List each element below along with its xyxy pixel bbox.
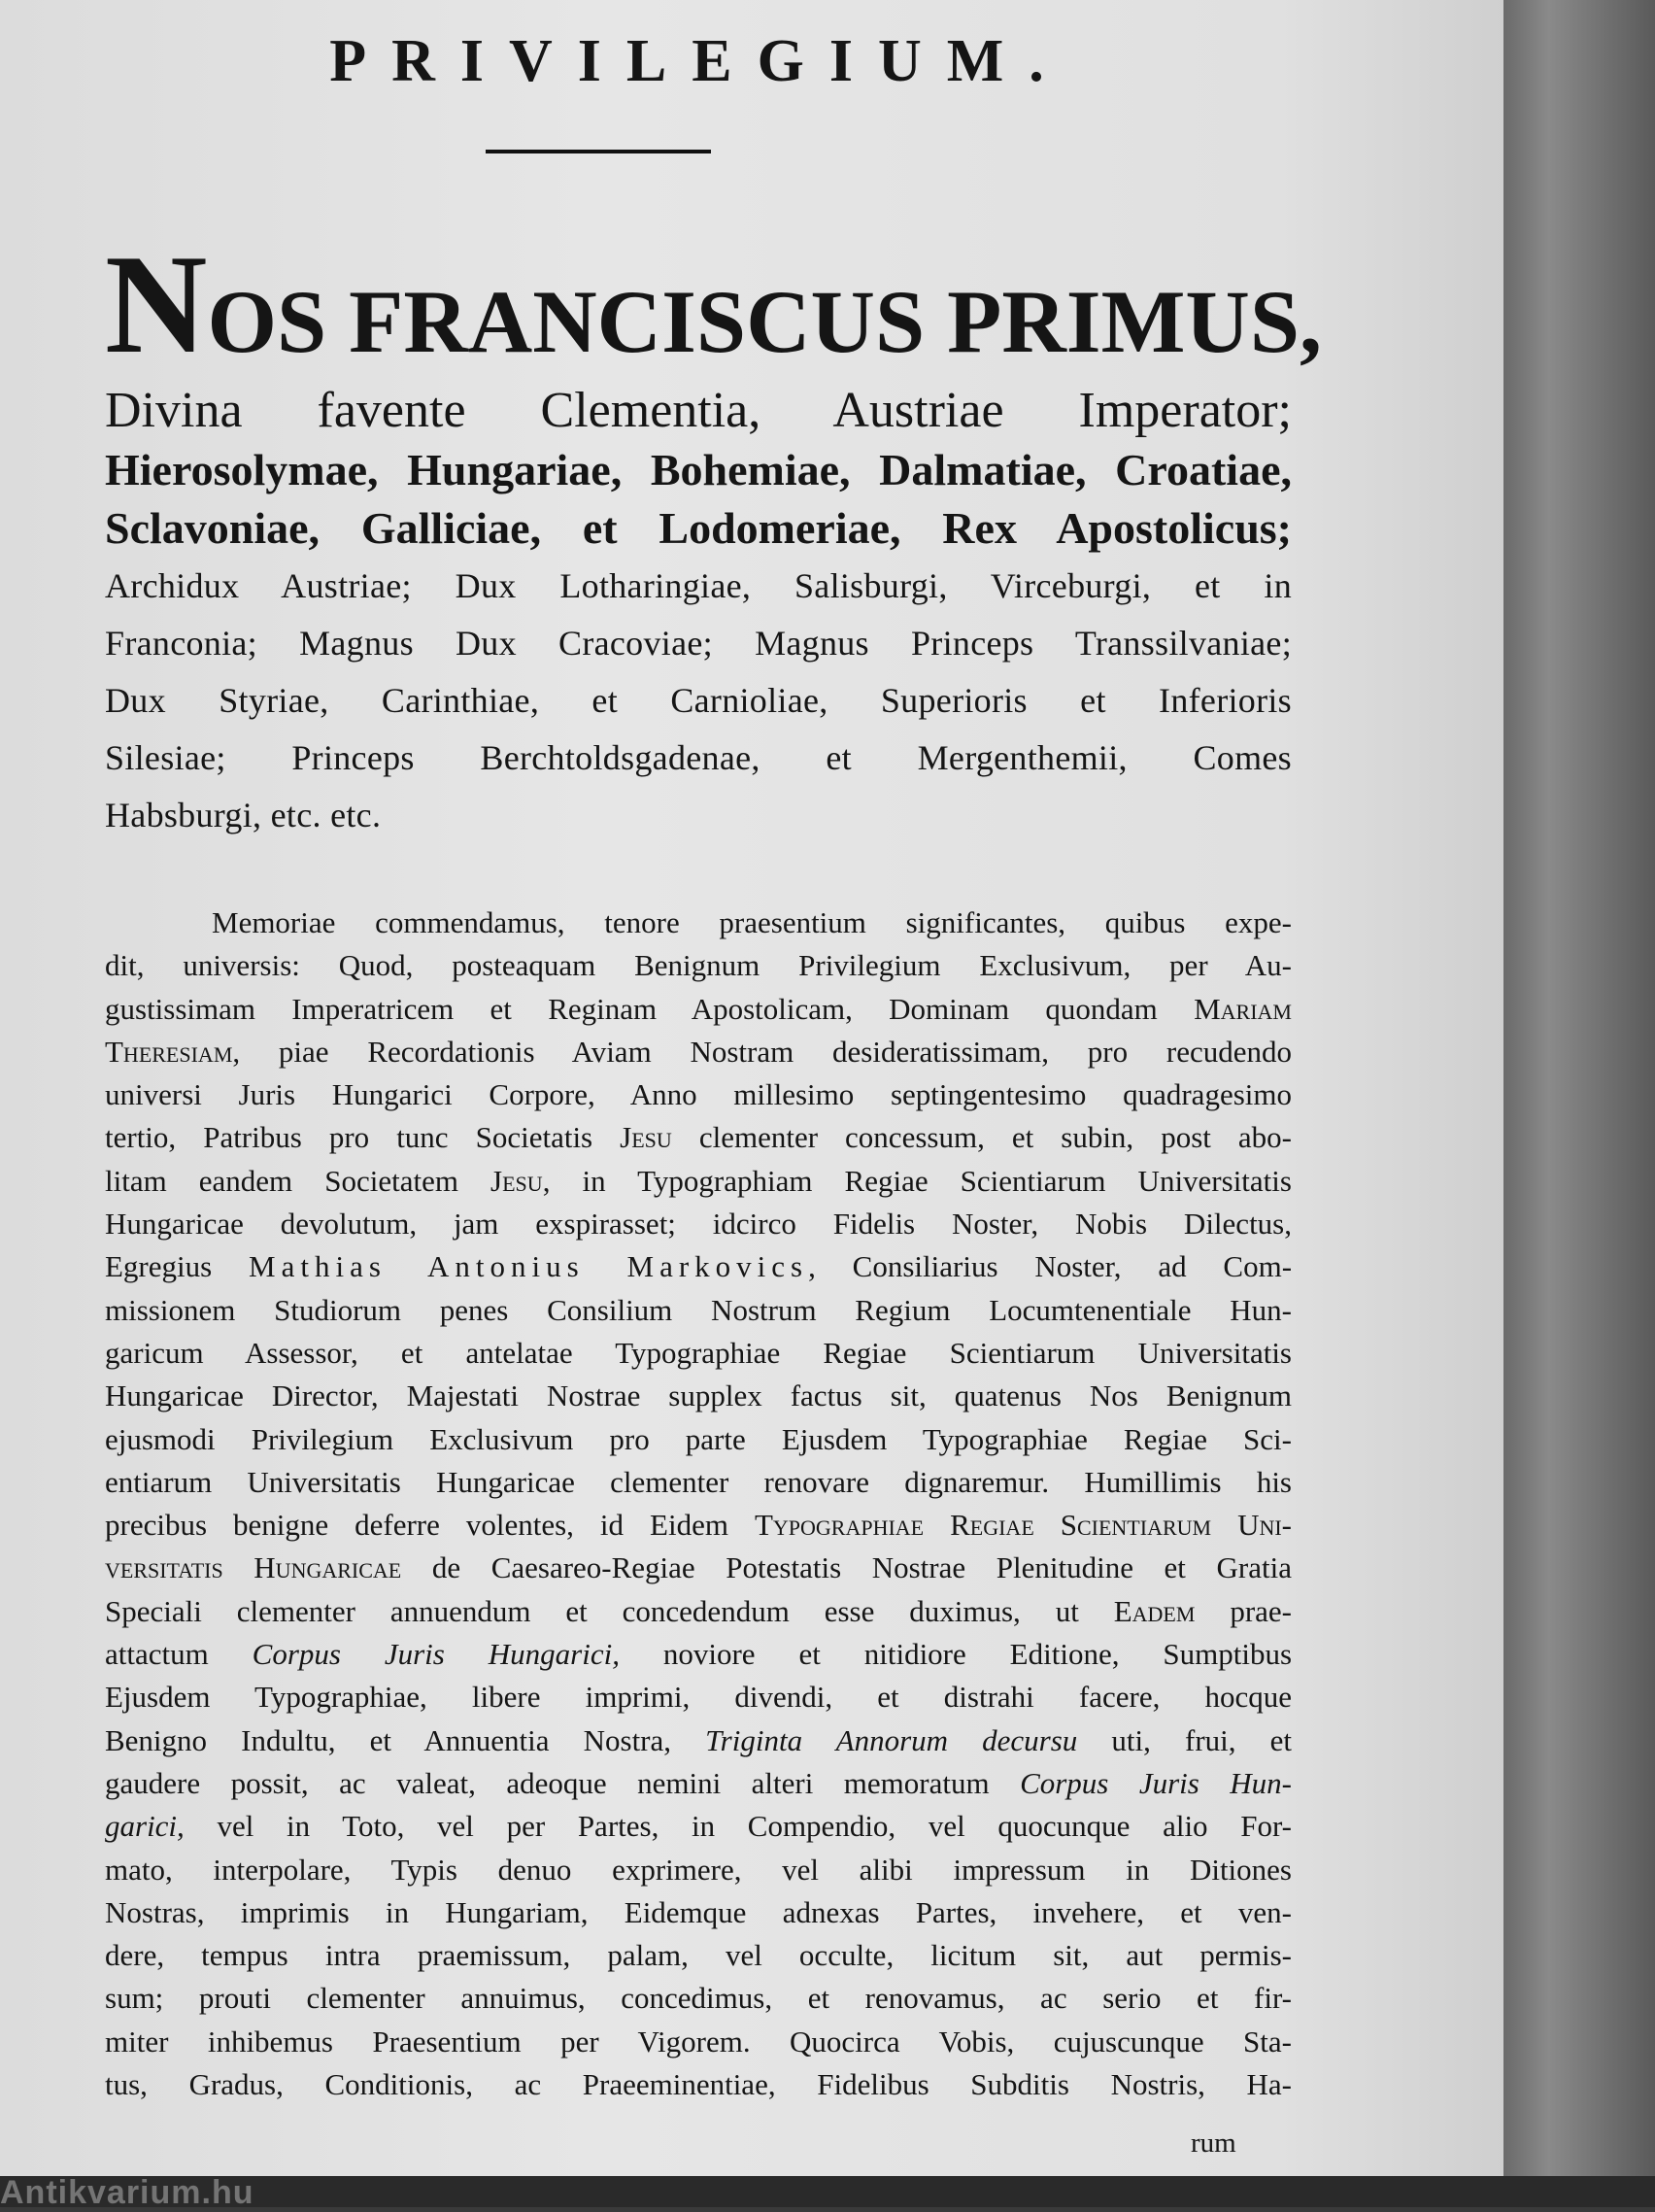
body-line: dit, universis: Quod, posteaquam Benignum Privilegium Exclusivum, per Au-: [105, 948, 1292, 983]
style-line: Dux Styriae, Carinthiae, et Carnioliae, Superioris et Inferioris: [105, 681, 1292, 720]
body-line: versitatis Hungaricae de Caesareo-Regiae Potestatis Nostrae Plenitudine et Gratia: [105, 1550, 1292, 1585]
body-line: precibus benigne deferre volentes, id Eidem Typographiae Regiae Scientiarum Uni-: [105, 1508, 1292, 1543]
body-line: Hungaricae Director, Majestati Nostrae supplex factus sit, quatenus Nos Benignum: [105, 1378, 1292, 1413]
body-line: mato, interpolare, Typis denuo exprimere, vel alibi impressum in Ditiones: [105, 1852, 1292, 1887]
body-line: Egregius Mathias Antonius Markovics, Consiliarius Noster, ad Com-: [105, 1249, 1293, 1284]
body-line: Ejusdem Typographiae, libere imprimi, divendi, et distrahi facere, hocque: [105, 1680, 1292, 1715]
body-line: Theresiam, piae Recordationis Aviam Nostram desideratissimam, pro recudendo: [105, 1034, 1292, 1069]
style-line: Sclavoniae, Galliciae, et Lodomeriae, Rex Apostolicus;: [105, 503, 1292, 553]
style-line: Franconia; Magnus Dux Cracoviae; Magnus Princeps Transsilvaniae;: [105, 624, 1292, 663]
body-line: gustissimam Imperatricem et Reginam Apostolicam, Dominam quondam Mariam: [105, 991, 1292, 1026]
title-initial: N: [105, 225, 208, 383]
decree-body: [105, 902, 1292, 2106]
body-line: attactum Corpus Juris Hungarici, noviore et nitidiore Editione, Sumptibus: [105, 1637, 1293, 1672]
body-line: Memoriae commendamus, tenore praesentium significantes, quibus expe-: [212, 905, 1292, 939]
style-line: Hierosolymae, Hungariae, Bohemiae, Dalmatiae, Croatiae,: [105, 445, 1292, 494]
body-line: miter inhibemus Praesentium per Vigorem. Quocirca Vobis, cujuscunque Sta-: [105, 2024, 1292, 2059]
body-line: entiarum Universitatis Hungaricae clementer renovare dignaremur. Humillimis his: [105, 1464, 1292, 1499]
body-line: Nostras, imprimis in Hungariam, Eidemque adnexas Partes, invehere, et ven-: [105, 1894, 1292, 1929]
body-line: ejusmodi Privilegium Exclusivum pro parte Ejusdem Typographiae Regiae Sci-: [105, 1421, 1292, 1456]
page-header-title: PRIVILEGIUM.: [329, 28, 1069, 94]
body-line: tus, Gradus, Conditionis, ac Praeeminentiae, Fidelibus Subditis Nostris, Ha-: [105, 2067, 1292, 2102]
watermark: Antikvarium.hu: [0, 2174, 254, 2211]
title-rest: OS FRANCISCUS PRIMUS,: [207, 272, 1323, 371]
style-line: Archidux Austriae; Dux Lotharingiae, Salisburgi, Virceburgi, et in: [105, 566, 1292, 605]
header-rule: [486, 150, 711, 153]
royal-styles: [105, 381, 1292, 844]
body-line: garici, vel in Toto, vel per Partes, in Compendio, vel quocunque alio For-: [105, 1809, 1292, 1844]
style-line: Habsburgi, etc. etc.: [105, 796, 382, 834]
body-line: sum; prouti clementer annuimus, concedimus, et renovamus, ac serio et fir-: [105, 1981, 1292, 2016]
body-line: litam eandem Societatem Jesu, in Typographiam Regiae Scientiarum Universitatis: [105, 1163, 1292, 1198]
body-line: dere, tempus intra praemissum, palam, vel occulte, licitum sit, aut permis-: [105, 1938, 1292, 1973]
decree-title: [105, 225, 1323, 383]
style-line: Silesiae; Princeps Berchtoldsgadenae, et Mergenthemii, Comes: [105, 738, 1292, 777]
body-line: missionem Studiorum penes Consilium Nostrum Regium Locumtenentiale Hun-: [105, 1292, 1292, 1327]
body-line: tertio, Patribus pro tunc Societatis Jesu clementer concessum, et subin, post abo-: [105, 1120, 1292, 1155]
body-line: Speciali clementer annuendum et concedendum esse duximus, ut Eadem prae-: [105, 1593, 1292, 1628]
body-line: universi Juris Hungarici Corpore, Anno millesimo septingentesimo quadragesimo: [105, 1077, 1292, 1112]
page-edge-shadow: [1503, 0, 1655, 2207]
body-line: Benigno Indultu, et Annuentia Nostra, Triginta Annorum decursu uti, frui, et: [105, 1722, 1293, 1757]
body-line: Hungaricae devolutum, jam exspirasset; idcirco Fidelis Noster, Nobis Dilectus,: [105, 1207, 1292, 1242]
catchword: rum: [1191, 2127, 1236, 2159]
style-line: Divina favente Clementia, Austriae Imperator;: [105, 383, 1292, 438]
body-line: gaudere possit, ac valeat, adeoque nemini alteri memoratum Corpus Juris Hun-: [105, 1765, 1293, 1800]
body-line: garicum Assessor, et antelatae Typographiae Regiae Scientiarum Universitatis: [105, 1335, 1292, 1370]
